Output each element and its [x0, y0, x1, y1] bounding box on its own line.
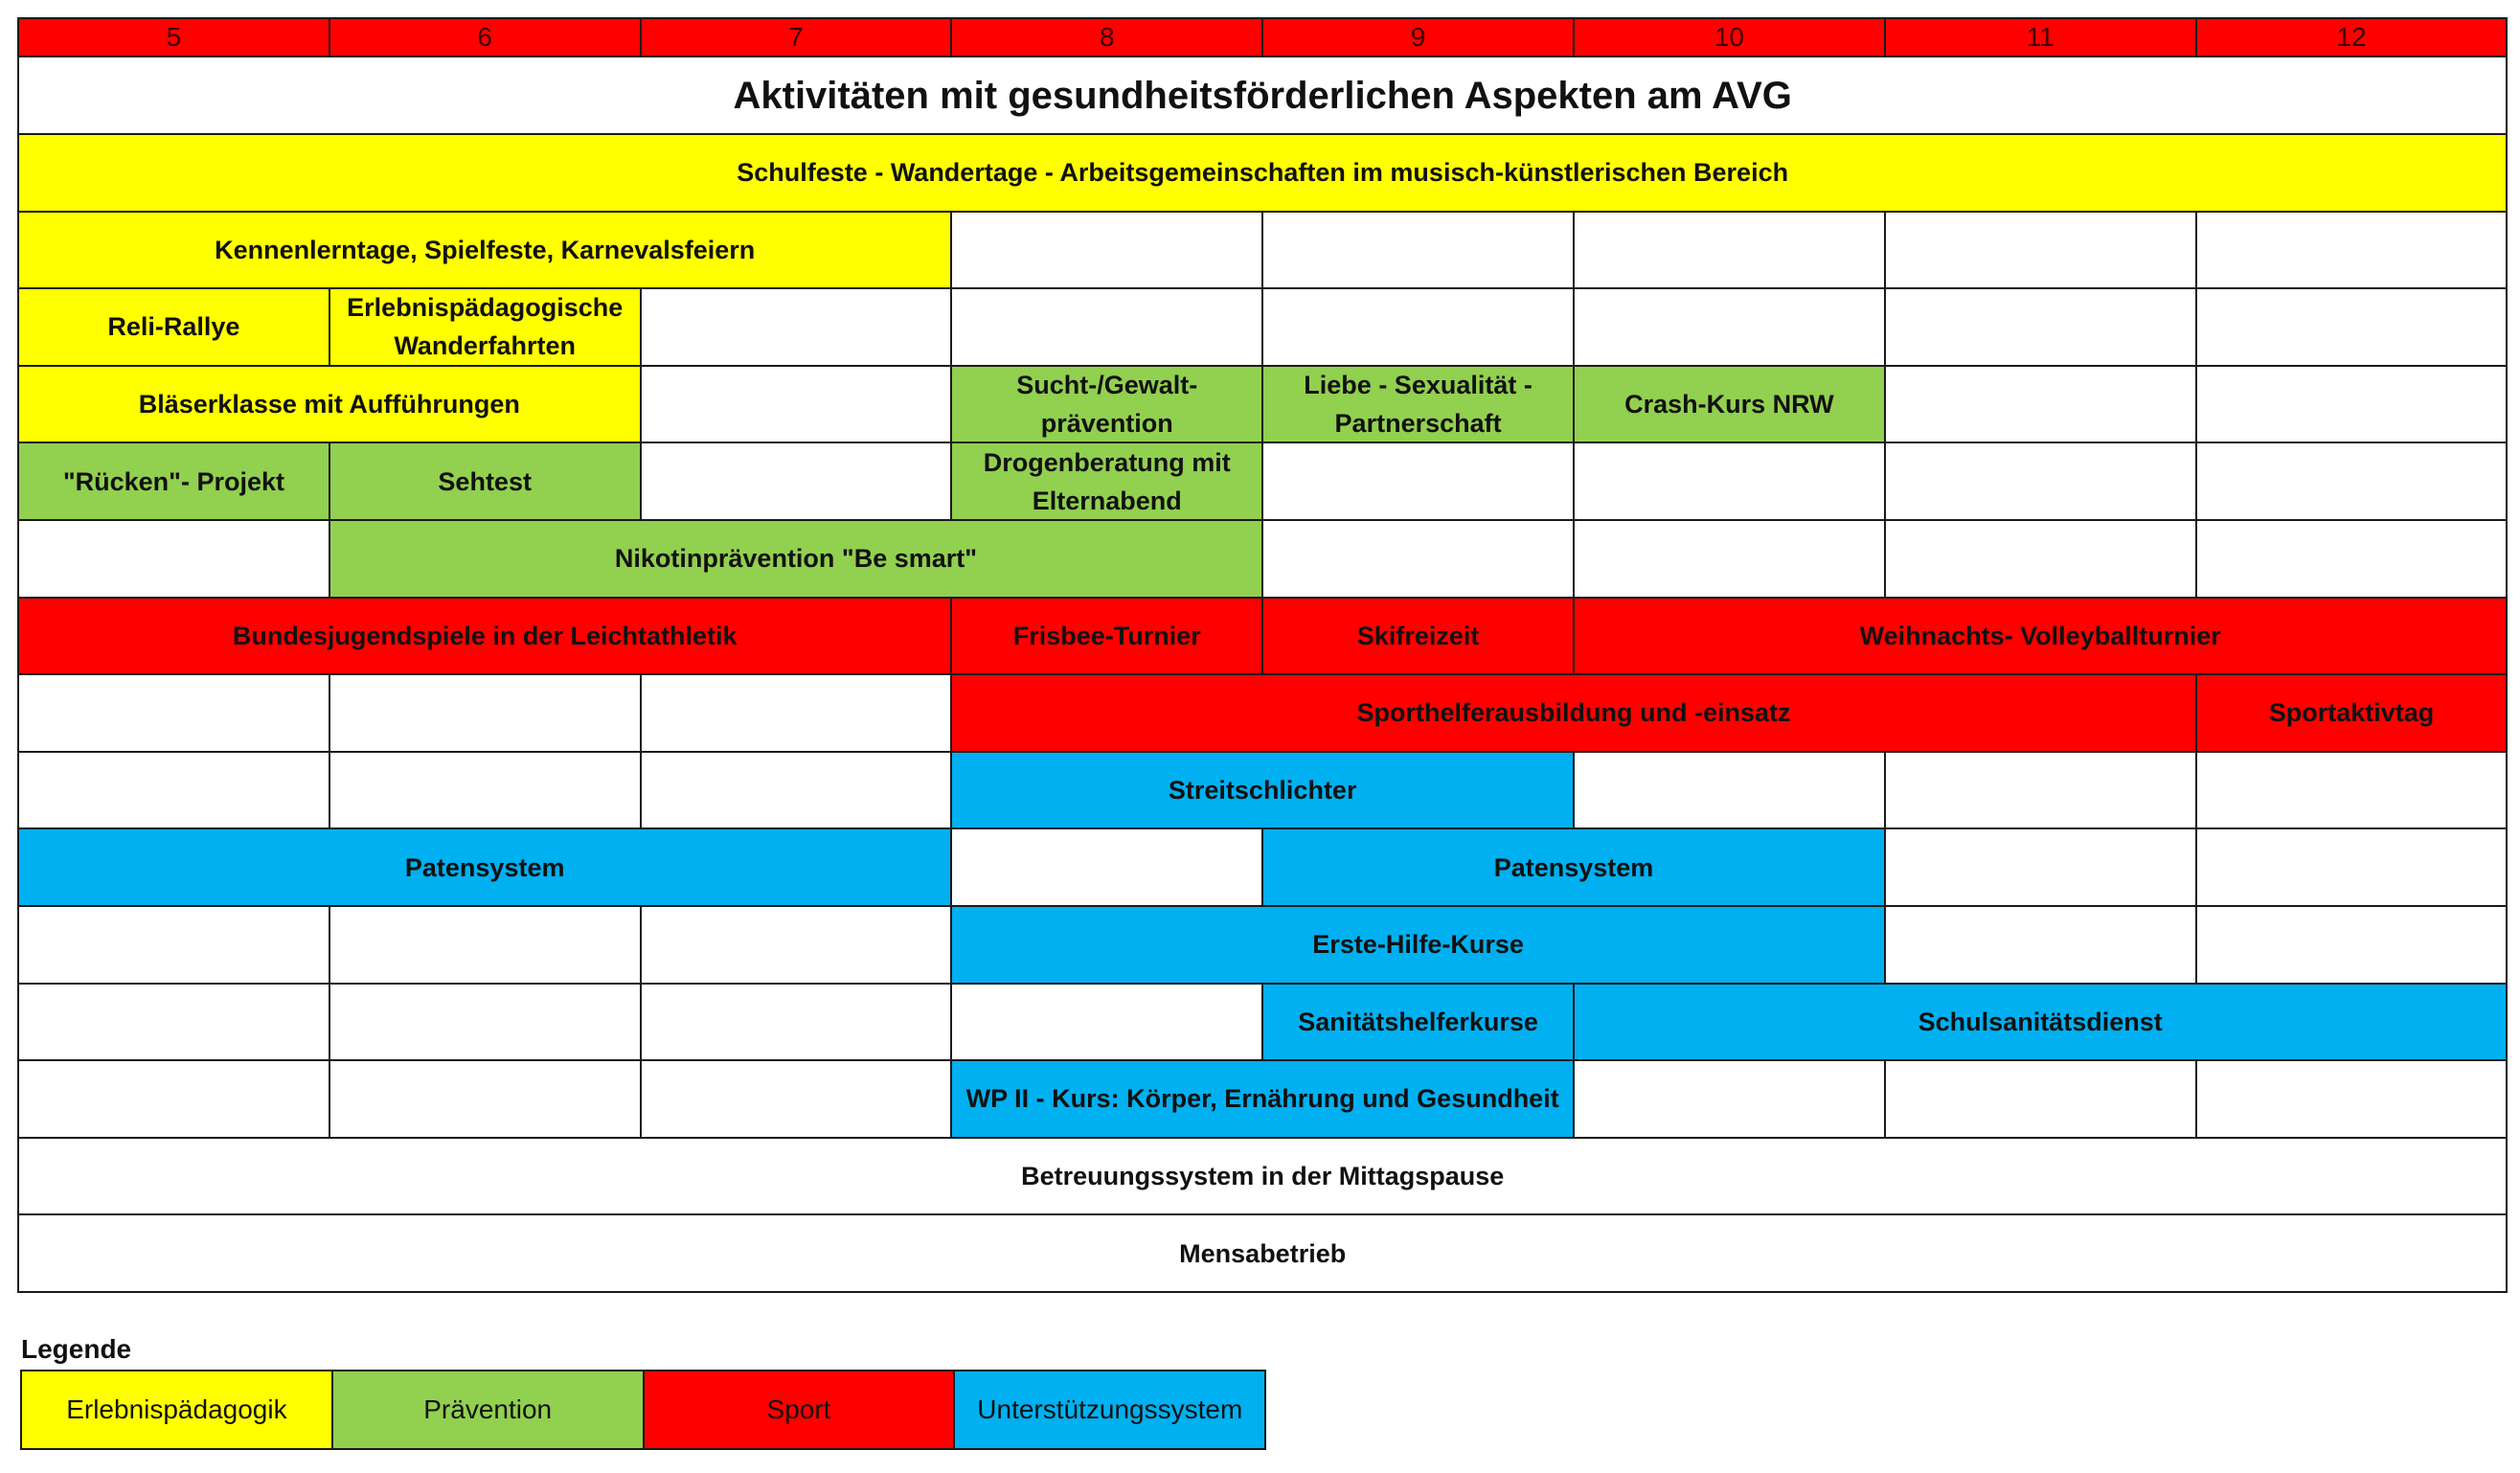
- grade-header-10: 10: [1573, 17, 1886, 57]
- empty-cell: [17, 673, 330, 753]
- grade-header-9: 9: [1261, 17, 1575, 57]
- activity-cell: Patensystem: [1261, 827, 1886, 907]
- empty-cell: [1884, 905, 2197, 985]
- activity-cell: Reli-Rallye: [17, 287, 330, 367]
- page-title: Aktivitäten mit gesundheitsförderlichen Aspekten am AVG: [17, 56, 2508, 135]
- empty-cell: [640, 673, 953, 753]
- empty-cell: [2195, 442, 2509, 521]
- empty-cell: [2195, 519, 2509, 599]
- empty-cell: [1573, 442, 1886, 521]
- legend-title: Legende: [21, 1334, 132, 1364]
- activity-cell: Sucht-/Gewalt-prävention: [950, 365, 1263, 444]
- empty-cell: [2195, 365, 2509, 444]
- activity-cell: Sporthelferausbildung und -einsatz: [950, 673, 2196, 753]
- empty-cell: [17, 905, 330, 985]
- activity-cell: Kennenlerntage, Spielfeste, Karnevalsfeiern: [17, 211, 952, 290]
- activity-cell: Sanitätshelferkurse: [1261, 983, 1575, 1062]
- activity-cell: Erste-Hilfe-Kurse: [950, 905, 1885, 985]
- legend-item-red: Sport: [643, 1370, 956, 1450]
- empty-cell: [640, 287, 953, 367]
- activity-cell: Sehtest: [329, 442, 642, 521]
- empty-cell: [329, 751, 642, 830]
- activity-cell: Nikotinprävention "Be smart": [329, 519, 1263, 599]
- empty-cell: [329, 905, 642, 985]
- empty-cell: [950, 287, 1263, 367]
- activity-cell: Liebe - Sexualität - Partnerschaft: [1261, 365, 1575, 444]
- activity-cell: Bundesjugendspiele in der Leichtathletik: [17, 597, 952, 676]
- empty-cell: [329, 673, 642, 753]
- empty-cell: [950, 983, 1263, 1062]
- empty-cell: [17, 519, 330, 599]
- legend-item-yellow: Erlebnispädagogik: [20, 1370, 333, 1450]
- activity-cell: WP II - Kurs: Körper, Ernährung und Gesundheit: [950, 1059, 1575, 1139]
- empty-cell: [1573, 1059, 1886, 1139]
- empty-cell: [1884, 751, 2197, 830]
- grade-header-7: 7: [640, 17, 953, 57]
- empty-cell: [2195, 211, 2509, 290]
- activity-cell: Schulsanitätsdienst: [1573, 983, 2508, 1062]
- empty-cell: [2195, 751, 2509, 830]
- activity-cell: Mensabetrieb: [17, 1213, 2508, 1293]
- empty-cell: [1884, 287, 2197, 367]
- empty-cell: [640, 751, 953, 830]
- empty-cell: [1884, 827, 2197, 907]
- empty-cell: [1884, 211, 2197, 290]
- activity-cell: Erlebnispädagogische Wanderfahrten: [329, 287, 642, 367]
- empty-cell: [950, 827, 1263, 907]
- empty-cell: [1884, 442, 2197, 521]
- empty-cell: [1573, 211, 1886, 290]
- grade-header-5: 5: [17, 17, 330, 57]
- activity-cell: Streitschlichter: [950, 751, 1575, 830]
- empty-cell: [1573, 751, 1886, 830]
- empty-cell: [17, 983, 330, 1062]
- activity-cell: Drogenberatung mit Elternabend: [950, 442, 1263, 521]
- empty-cell: [950, 211, 1263, 290]
- grade-header-12: 12: [2195, 17, 2509, 57]
- empty-cell: [1261, 211, 1575, 290]
- activity-cell: Schulfeste - Wandertage - Arbeitsgemeinschaften im musisch-künstlerischen Bereich: [17, 133, 2508, 213]
- activity-cell: Skifreizeit: [1261, 597, 1575, 676]
- empty-cell: [17, 1059, 330, 1139]
- empty-cell: [17, 751, 330, 830]
- empty-cell: [1884, 365, 2197, 444]
- empty-cell: [2195, 1059, 2509, 1139]
- activity-cell: Bläserklasse mit Aufführungen: [17, 365, 642, 444]
- empty-cell: [1884, 519, 2197, 599]
- grade-header-11: 11: [1884, 17, 2197, 57]
- empty-cell: [329, 983, 642, 1062]
- activity-cell: Weihnachts- Volleyballturnier: [1573, 597, 2508, 676]
- legend-item-blue: Unterstützungssystem: [953, 1370, 1266, 1450]
- empty-cell: [1573, 519, 1886, 599]
- empty-cell: [640, 905, 953, 985]
- empty-cell: [329, 1059, 642, 1139]
- activity-cell: Crash-Kurs NRW: [1573, 365, 1886, 444]
- empty-cell: [2195, 287, 2509, 367]
- grade-header-6: 6: [329, 17, 642, 57]
- activity-cell: Patensystem: [17, 827, 952, 907]
- empty-cell: [640, 1059, 953, 1139]
- empty-cell: [640, 983, 953, 1062]
- empty-cell: [1573, 287, 1886, 367]
- activity-cell: Sportaktivtag: [2195, 673, 2509, 753]
- activity-cell: "Rücken"- Projekt: [17, 442, 330, 521]
- activity-cell: Frisbee-Turnier: [950, 597, 1263, 676]
- empty-cell: [640, 365, 953, 444]
- empty-cell: [640, 442, 953, 521]
- empty-cell: [1261, 442, 1575, 521]
- legend-item-green: Prävention: [331, 1370, 645, 1450]
- activity-cell: Betreuungssystem in der Mittagspause: [17, 1137, 2508, 1216]
- empty-cell: [2195, 905, 2509, 985]
- grade-header-8: 8: [950, 17, 1263, 57]
- empty-cell: [1261, 519, 1575, 599]
- empty-cell: [1261, 287, 1575, 367]
- empty-cell: [2195, 827, 2509, 907]
- empty-cell: [1884, 1059, 2197, 1139]
